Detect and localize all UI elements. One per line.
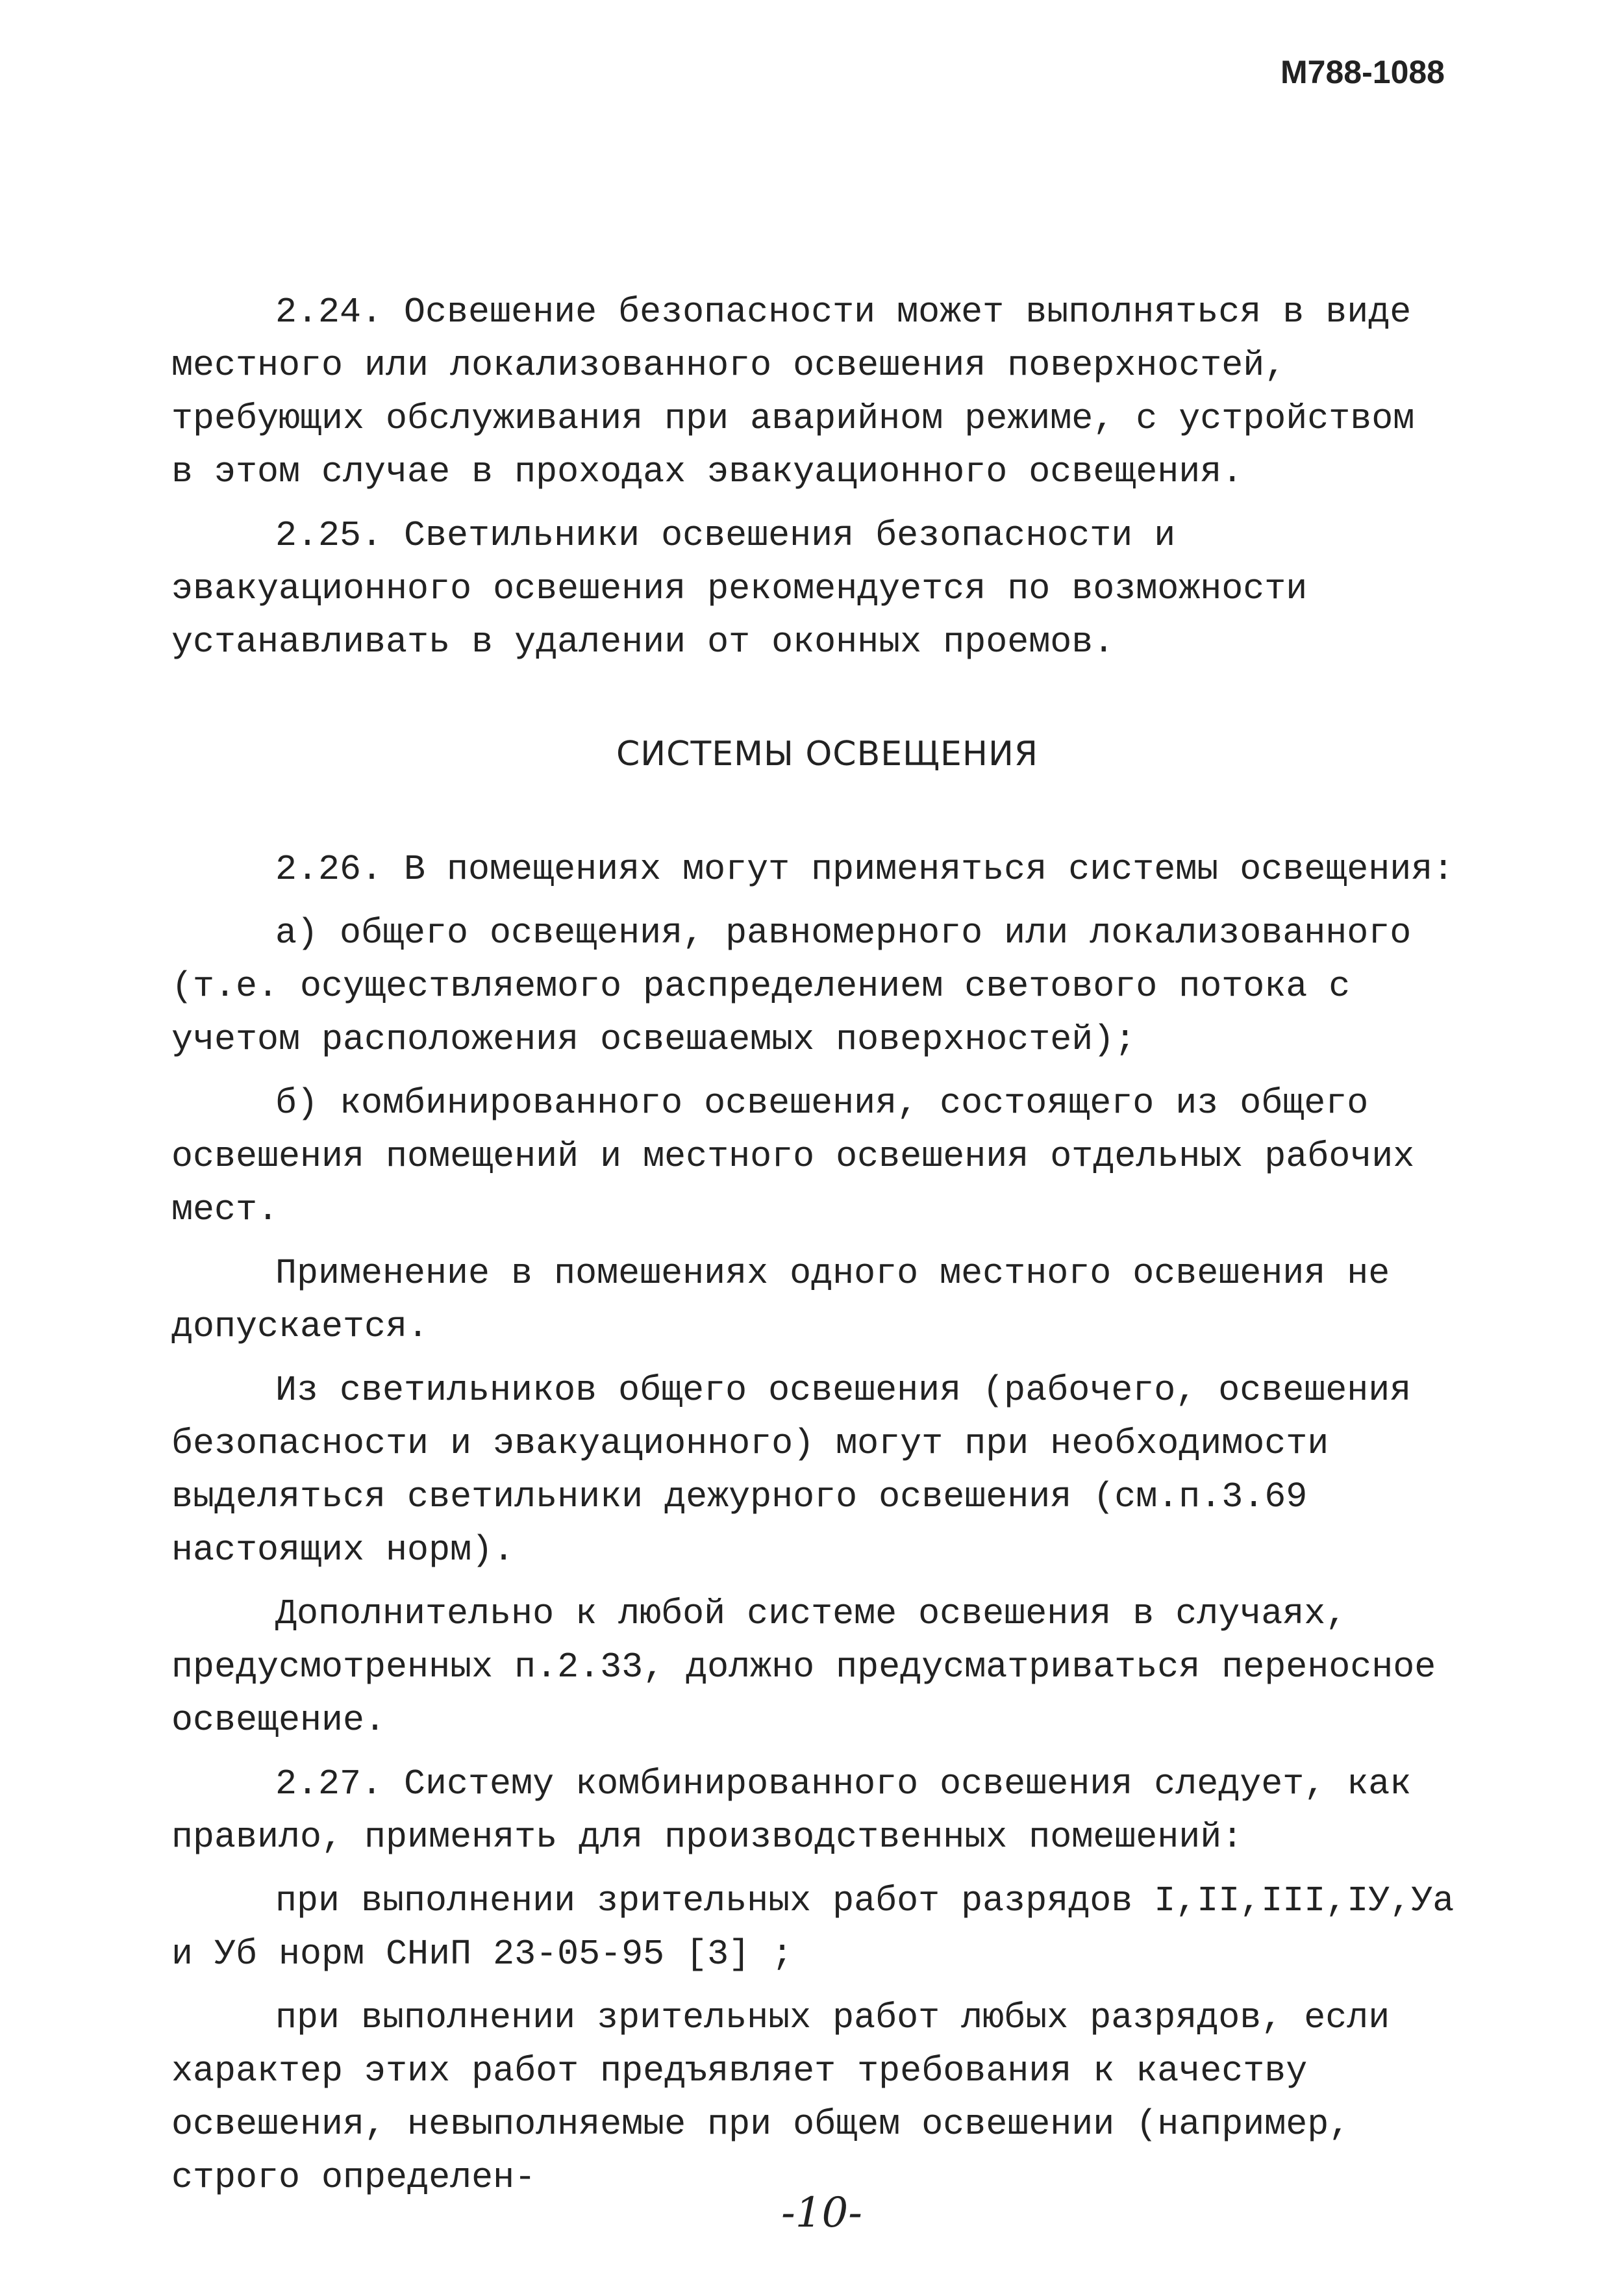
paragraph-any-category: при выполнении зрительных работ любых разрядов, если характер этих работ предъявляет требования к качеству освешения, невыполняемые при общем освешении (например, строго определен- bbox=[171, 1997, 1412, 2198]
list-item-a: а) общего освещения, равномерного или локализованного (т.е. осуществляемого распределением светового потока с учетом расположения освешаемых поверхностей); bbox=[171, 913, 1433, 1060]
paragraph-visual-work-categories: при выполнении зрительных работ разрядов I,II,III,IУ,Уа и Уб норм СНиП 23-05-95 [3] ; bbox=[171, 1880, 1476, 1975]
section-heading: СИСТЕМЫ ОСВЕЩЕНИЯ bbox=[616, 735, 1039, 774]
paragraph-2-24: 2.24. Освешение безопасности может выполняться в виде местного или локализованного освешения поверхностей, требующих обслуживания при аварийном режиме, с устройством в этом случае в проходах эвакуационного освещения. bbox=[171, 292, 1436, 492]
paragraph-2-25: 2.25. Светильники освешения безопасности и эвакуационного освешения рекомендуется по возможности устанавливать в удалении от оконных проемов. bbox=[171, 515, 1329, 663]
document-body bbox=[171, 286, 1476, 2215]
paragraph-local-lighting: Применение в помешениях одного местного освешения не допускается. bbox=[171, 1253, 1412, 1347]
paragraph-2-26: 2.26. В помещениях могут применяться системы освещения: bbox=[275, 849, 1455, 890]
document-code: М788-1088 bbox=[1280, 54, 1445, 90]
list-item-b: б) комбинированного освешения, состоящего из общего освешения помещений и местного освешения отдельных рабочих мест. bbox=[171, 1083, 1436, 1230]
paragraph-duty-lighting: Из светильников общего освешения (рабочего, освешения безопасности и эвакуационного) могут при необходимости выделяться светильники дежурного освешения (см.п.3.69 настоящих норм). bbox=[171, 1370, 1433, 1571]
paragraph-portable-lighting: Дополнительно к любой системе освешения в случаях, предусмотренных п.2.33, должно предусматриваться переносное освещение. bbox=[171, 1593, 1458, 1741]
page-number: -10- bbox=[781, 2189, 862, 2237]
paragraph-2-27: 2.27. Систему комбинированного освешения следует, как правило, применять для производственных помешений: bbox=[171, 1763, 1433, 1858]
